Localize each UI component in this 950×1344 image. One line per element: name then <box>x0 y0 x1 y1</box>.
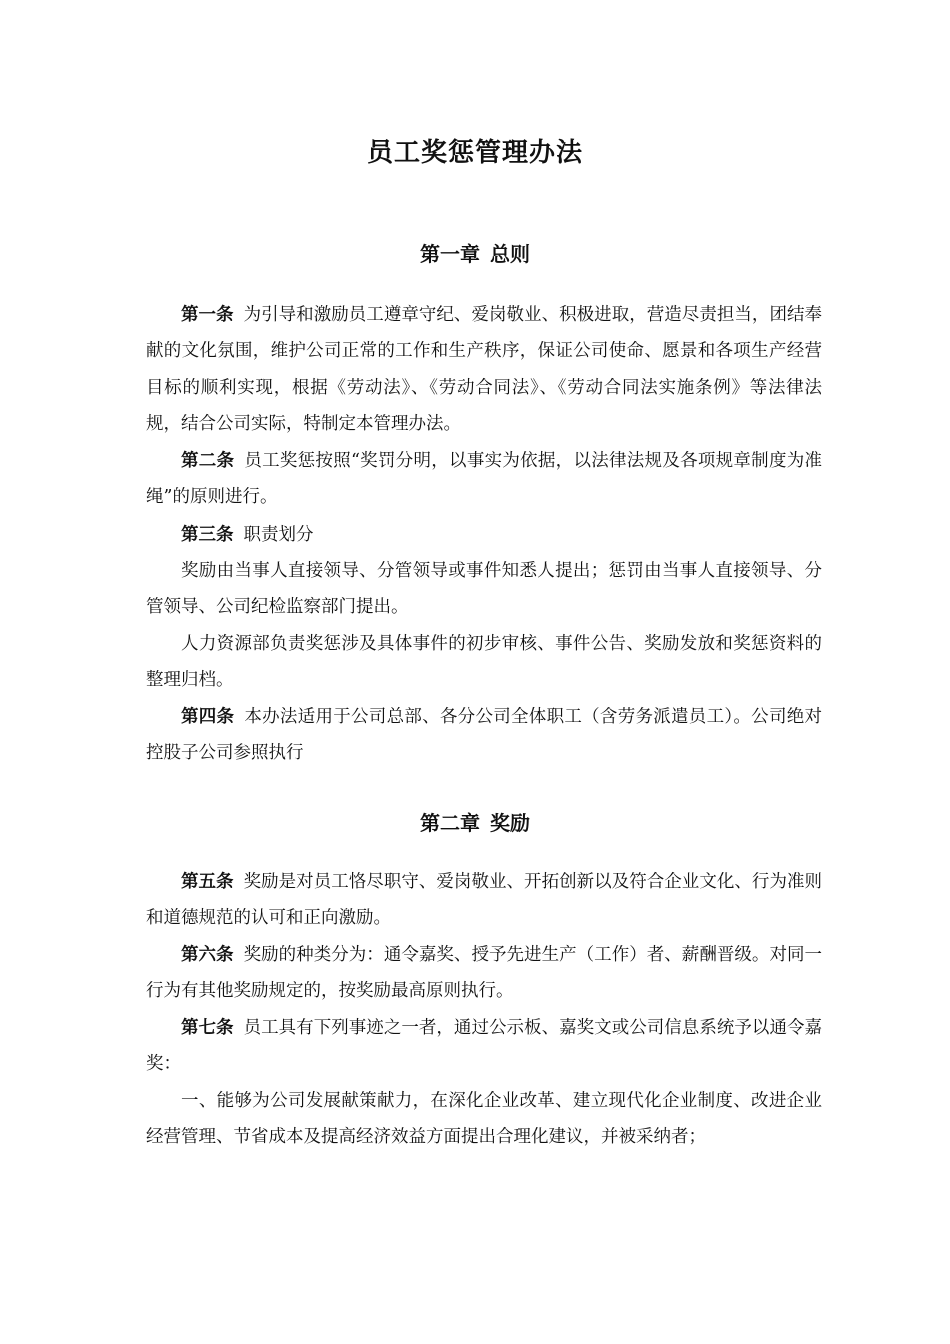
article-1 <box>146 297 822 442</box>
chapter-name: 总则 <box>490 242 530 266</box>
article-7 <box>146 1010 822 1083</box>
article-text: 本办法适用于公司总部、各分公司全体职工（含劳务派遣员工）。公司绝对控股子公司参照执行 <box>146 707 823 764</box>
document-title: 员工奖惩管理办法 <box>366 138 583 168</box>
paragraph-text: 人力资源部负责奖惩涉及具体事件的初步审核、事件公告、奖励发放和奖惩资料的整理归档。 <box>146 634 822 691</box>
article-label: 第五条 <box>181 872 234 892</box>
article-text: 员工奖惩按照“奖罚分明，以事实为依据，以法律法规及各项规章制度为准绳”的原则进行。 <box>146 451 823 508</box>
article-text: 为引导和激励员工遵章守纪、爱岗敬业、积极进取，营造尽责担当，团结奉献的文化氛围，维护公司正常的工作和生产秩序，保证公司使命、愿景和各项生产经营目标的顺利实现，根据《劳动法》、《劳动合同法》、《劳动合同法实施条例》等法律法规，结合公司实际，特制定本管理办法。 <box>146 305 823 434</box>
chapter-heading-1 <box>0 239 950 269</box>
article-label: 第六条 <box>181 945 234 965</box>
article-text: 员工具有下列事迹之一者，通过公示板、嘉奖文或公司信息系统予以通令嘉奖： <box>146 1018 823 1075</box>
article-label: 第三条 <box>181 525 234 545</box>
article-text: 职责划分 <box>243 525 314 545</box>
article-label: 第二条 <box>181 451 235 471</box>
article-text: 奖励的种类分为：通令嘉奖、授予先进生产（工作）者、薪酬晋级。对同一行为有其他奖励规定的，按奖励最高原则执行。 <box>146 945 823 1002</box>
article-4 <box>146 699 822 772</box>
list-item-text: 一、能够为公司发展献策献力，在深化企业改革、建立现代化企业制度、改进企业经营管理、节省成本及提高经济效益方面提出合理化建议，并被采纳者； <box>146 1091 822 1148</box>
chapter-number: 第一章 <box>420 242 480 266</box>
paragraph-hr-responsibility <box>146 626 822 699</box>
article-label: 第七条 <box>181 1018 234 1038</box>
paragraph-text: 奖励由当事人直接领导、分管领导或事件知悉人提出；惩罚由当事人直接领导、分管领导、公司纪检监察部门提出。 <box>146 561 822 618</box>
chapter-name: 奖励 <box>490 811 530 835</box>
article-6 <box>146 937 822 1010</box>
article-label: 第一条 <box>181 305 234 325</box>
chapter-heading-2 <box>0 808 950 838</box>
article-3 <box>146 517 822 553</box>
paragraph-reward-responsibility <box>146 553 822 626</box>
article-text: 奖励是对员工恪尽职守、爱岗敬业、开拓创新以及符合企业文化、行为准则和道德规范的认可和正向激励。 <box>146 872 823 929</box>
list-item-1 <box>146 1083 822 1156</box>
article-label: 第四条 <box>181 707 235 727</box>
article-2 <box>146 443 822 516</box>
chapter-number: 第二章 <box>420 811 480 835</box>
article-5 <box>146 864 822 937</box>
